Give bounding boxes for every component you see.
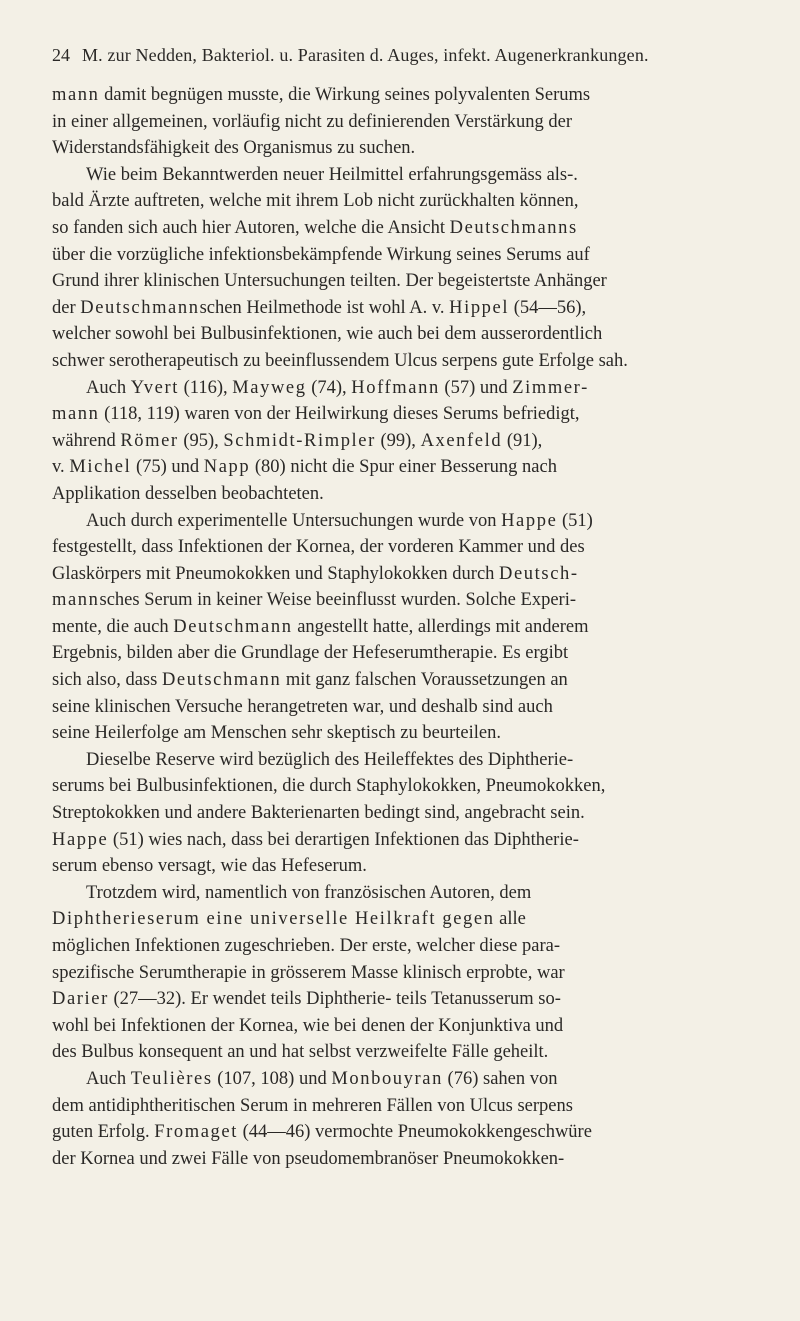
text-line: festgestellt, dass Infektionen der Kornea, der vorderen Kammer und des: [52, 537, 585, 558]
line-text: (116),: [178, 377, 233, 398]
line-text: damit begnügen musste, die Wirkung seines polyvalenten Serums: [99, 85, 591, 105]
text-line: Widerstandsfähigkeit des Organismus zu suchen.: [52, 138, 416, 159]
author-name: Deutschmann: [80, 297, 200, 318]
line-text: Auch: [86, 1068, 131, 1089]
author-name: Schmidt-Rimpler: [223, 430, 376, 451]
text-line: [52, 508, 764, 535]
author-name: Happe: [52, 829, 109, 850]
paragraph: [52, 375, 764, 508]
emphasized-phrase: Diphtherieserum eine universelle Heilkraft gegen: [52, 909, 495, 930]
line-text: (80) nicht die Spur einer Besserung nach: [250, 457, 557, 478]
text-line: des Bulbus konsequent an und hat selbst verzweifelte Fälle geheilt.: [52, 1042, 549, 1063]
text-line: [52, 986, 764, 1013]
line-text: (107, 108) und: [212, 1068, 332, 1089]
line-text: (118, 119) waren von der Heilwirkung dieses Serums befriedigt,: [99, 404, 580, 425]
text-line: wohl bei Infektionen der Kornea, wie bei denen der Konjunktiva und: [52, 1015, 564, 1036]
text-line: [52, 215, 764, 242]
line-text: alle: [494, 909, 526, 930]
text-line: [52, 667, 764, 694]
author-name: Deutschmann: [161, 670, 282, 691]
text-line: Streptokokken und andere Bakterienarten bedingt sind, angebracht sein.: [52, 803, 585, 824]
line-text: (51): [557, 510, 593, 531]
paragraph: [52, 162, 764, 375]
text-line: [52, 1066, 764, 1093]
text-line: seine Heilerfolge am Menschen sehr skeptisch zu beurteilen.: [52, 723, 501, 744]
line-text: (75) und: [131, 457, 204, 478]
line-text: (54—56),: [509, 297, 587, 318]
author-name: Römer: [120, 430, 179, 451]
text-line: [52, 587, 764, 614]
text-line: welcher sowohl bei Bulbusinfektionen, wie auch bei dem ausserordentlich: [52, 324, 603, 345]
author-name: Napp: [203, 457, 251, 478]
line-text: (51) wies nach, dass bei derartigen Infektionen das Diphtherie-: [108, 829, 579, 850]
line-text: angestellt hatte, allerdings mit anderem: [292, 616, 589, 637]
author-name: mann: [52, 404, 100, 425]
author-name: Fromaget: [154, 1122, 238, 1143]
line-text: sches Serum in keiner Weise beeinflusst wurden. Solche Experi-: [99, 590, 576, 611]
line-text: Auch durch experimentelle Untersuchungen wurde von: [86, 510, 502, 531]
author-name: Mayweg: [232, 377, 307, 398]
author-name: mann: [52, 590, 100, 611]
paragraph: [52, 880, 764, 1066]
line-text: (57) und: [439, 377, 513, 398]
text-line: über die vorzügliche infektionsbekämpfende Wirkung seines Serums auf: [52, 244, 590, 265]
line-text: sich also, dass: [52, 670, 162, 691]
running-head: [52, 44, 762, 78]
text-line: serum ebenso versagt, wie das Hefeserum.: [52, 856, 367, 877]
line-text: (95),: [178, 430, 224, 451]
line-text: guten Erfolg.: [52, 1122, 155, 1143]
text-line: [52, 454, 764, 481]
text-line: Dieselbe Reserve wird bezüglich des Heileffektes des Diphtherie-: [86, 749, 574, 770]
author-name: Monbouyran: [331, 1068, 443, 1089]
text-line: [52, 295, 764, 322]
text-line: bald Ärzte auftreten, welche mit ihrem Lob nicht zurückhalten können,: [52, 191, 579, 212]
line-text: so fanden sich auch hier Autoren, welche die Ansicht: [52, 217, 450, 238]
line-text: (99),: [375, 430, 421, 451]
author-name: Darier: [52, 989, 109, 1010]
paragraph: [52, 508, 764, 747]
text-line: [52, 561, 764, 588]
text-line: dem antidiphtheritischen Serum in mehreren Fällen von Ulcus serpens: [52, 1095, 573, 1116]
author-name: Happe: [501, 510, 558, 531]
text-line: [52, 906, 764, 933]
author-name: Michel: [69, 457, 132, 478]
text-line: [52, 1119, 764, 1146]
text-line: Grund ihrer klinischen Untersuchungen teilten. Der begeistertste Anhänger: [52, 271, 607, 292]
text-line: Trotzdem wird, namentlich von französischen Autoren, dem: [86, 882, 532, 903]
text-line: [52, 428, 764, 455]
line-text: (91),: [502, 430, 543, 451]
line-text: Glaskörpers mit Pneumokokken und Staphylokokken durch: [52, 563, 500, 584]
paragraph: [52, 1066, 764, 1172]
text-line: [52, 401, 764, 428]
line-text: (76) sahen von: [442, 1068, 558, 1089]
text-line: Applikation desselben beobachteten.: [52, 483, 324, 504]
line-text: Auch: [86, 377, 131, 398]
author-name: Zimmer-: [512, 377, 589, 398]
text-line: [52, 614, 764, 641]
author-name: Deutschmanns: [449, 217, 578, 238]
author-name: Hoffmann: [351, 377, 440, 398]
line-text: v.: [52, 457, 70, 478]
body-text: [52, 82, 764, 1172]
text-line: [52, 375, 764, 402]
author-name: Deutsch-: [499, 563, 579, 584]
text-line: in einer allgemeinen, vorläufig nicht zu definierenden Verstärkung der: [52, 111, 573, 132]
line-text: (44—46) vermochte Pneumokokkengeschwüre: [237, 1122, 592, 1143]
line-text: (74),: [306, 377, 352, 398]
author-name: Axenfeld: [420, 430, 503, 451]
author-name: Teulières: [130, 1068, 213, 1089]
text-line: der Kornea und zwei Fälle von pseudomembranöser Pneumokokken-: [52, 1148, 565, 1169]
line-text: während: [52, 430, 121, 451]
text-line: schwer serotherapeutisch zu beeinflussendem Ulcus serpens gute Erfolge sah.: [52, 350, 628, 371]
text-line: Wie beim Bekanntwerden neuer Heilmittel erfahrungsgemäss als-.: [86, 164, 578, 185]
text-line: serums bei Bulbusinfektionen, die durch Staphylokokken, Pneumokokken,: [52, 776, 606, 797]
paragraph: [52, 82, 764, 162]
author-name: Yvert: [130, 377, 179, 398]
author-name: mann: [52, 85, 100, 105]
line-text: mit ganz falschen Voraussetzungen an: [281, 670, 568, 691]
running-title: M. zur Nedden, Bakteriol. u. Parasiten d. Auges, infekt. Augenerkrankungen.: [82, 45, 649, 65]
line-text: der: [52, 297, 81, 318]
text-line: [52, 82, 764, 109]
line-text: (27—32). Er wendet teils Diphtherie- teils Tetanusserum so-: [108, 989, 561, 1010]
paragraph: [52, 747, 764, 880]
text-line: seine klinischen Versuche herangetreten war, und deshalb sind auch: [52, 696, 553, 717]
line-text: schen Heilmethode ist wohl A. v.: [199, 297, 450, 318]
page-number: 24: [52, 45, 70, 65]
text-line: Ergebnis, bilden aber die Grundlage der Hefeserumtherapie. Es ergibt: [52, 643, 569, 664]
author-name: Deutschmann: [173, 616, 293, 637]
line-text: mente, die auch: [52, 616, 174, 637]
text-line: spezifische Serumtherapie in grösserem Masse klinisch erprobte, war: [52, 962, 565, 983]
text-line: möglichen Infektionen zugeschrieben. Der erste, welcher diese para-: [52, 936, 561, 956]
text-line: [52, 827, 764, 854]
author-name: Hippel: [449, 297, 510, 318]
